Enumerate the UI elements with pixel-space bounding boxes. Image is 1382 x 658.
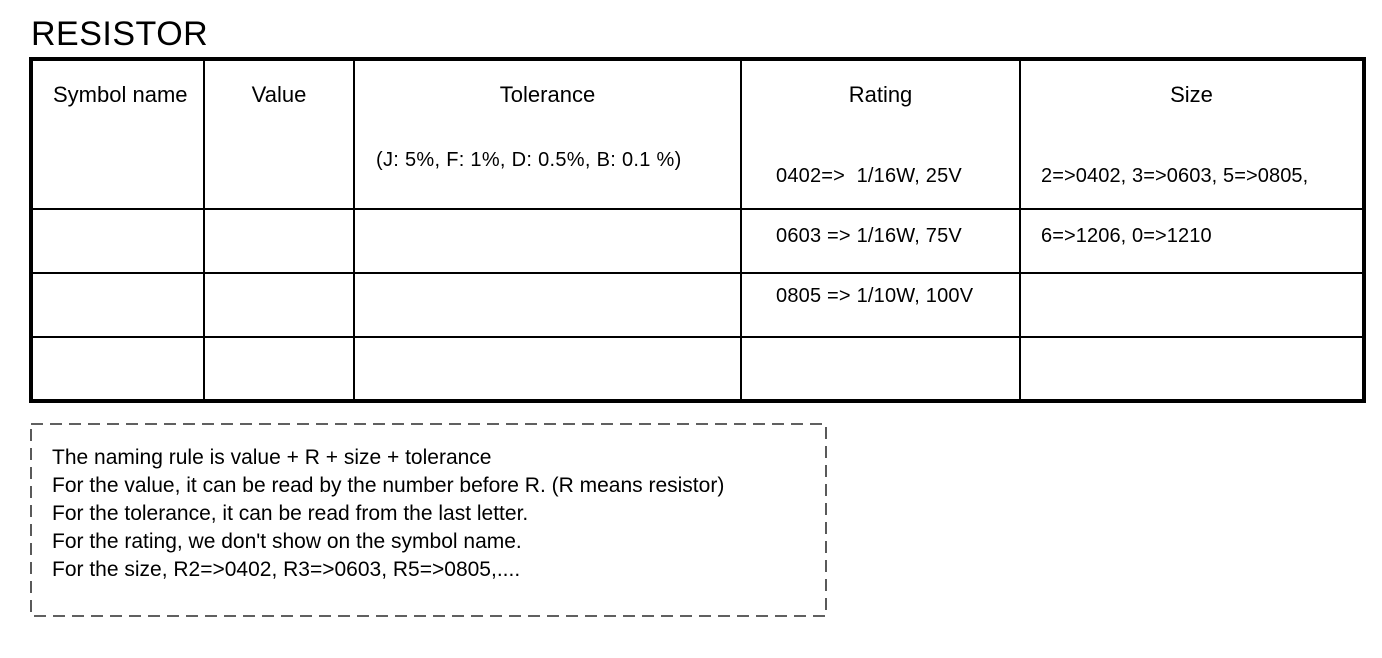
note-line: For the tolerance, it can be read from the last letter.	[52, 502, 529, 525]
table-cell-rating	[742, 210, 1021, 274]
table-cell-rating	[742, 274, 1021, 338]
size-line: 2=>0402, 3=>0603, 5=>0805,	[1041, 165, 1309, 187]
table-cell-size	[1021, 210, 1362, 274]
note-line: For the size, R2=>0402, R3=>0603, R5=>0805,....	[52, 558, 521, 581]
table-cell-size	[1021, 274, 1362, 338]
header-label: Rating	[848, 82, 913, 107]
header-cell-size	[1021, 61, 1362, 247]
rating-line: 0402=> 1/16W, 25V	[776, 165, 962, 187]
table-cell-tolerance	[355, 274, 742, 338]
size-line: 6=>1206, 0=>1210	[1041, 225, 1212, 247]
table-cell-symbol-name	[33, 210, 205, 274]
header-label: Tolerance	[499, 82, 596, 107]
table-cell-value	[205, 338, 355, 401]
table-cell-tolerance	[355, 338, 742, 401]
table-cell-rating	[742, 338, 1021, 401]
header-label: Value	[251, 82, 307, 107]
header-cell-value	[205, 61, 355, 210]
header-cell-symbol-name	[33, 61, 205, 210]
note-line: For the rating, we don't show on the symbol name.	[52, 530, 522, 553]
table-cell-size	[1021, 338, 1362, 401]
header-cell-tolerance	[355, 61, 742, 210]
naming-rule-notes	[52, 444, 724, 584]
table-cell-value	[205, 210, 355, 274]
header-label: Size	[1170, 82, 1213, 107]
header-label: Symbol name	[53, 82, 188, 107]
note-line: For the value, it can be read by the number before R. (R means resistor)	[52, 474, 725, 497]
header-cell-rating	[742, 61, 1021, 307]
resistor-table	[29, 57, 1366, 403]
rating-line: 0805 => 1/10W, 100V	[776, 285, 974, 307]
table-cell-symbol-name	[33, 338, 205, 401]
table-cell-tolerance	[355, 210, 742, 274]
rating-line: 0603 => 1/16W, 75V	[776, 225, 962, 247]
table-cell-value	[205, 274, 355, 338]
page-title: RESISTOR	[31, 15, 209, 53]
table-cell-symbol-name	[33, 274, 205, 338]
note-line: The naming rule is value + R + size + tolerance	[52, 446, 492, 469]
tolerance-detail: (J: 5%, F: 1%, D: 0.5%, B: 0.1 %)	[376, 149, 682, 171]
